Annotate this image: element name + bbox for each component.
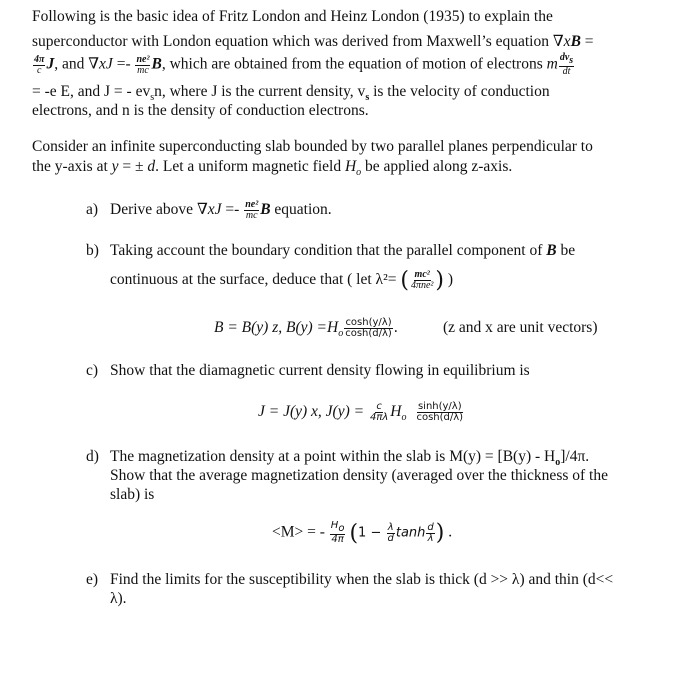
- item-e-line-1: Find the limits for the susceptibility when the slab is thick (d >> λ) and thin (d<<: [110, 571, 614, 588]
- fraction-ne2-over-mc: $\frac{\text{ne²}}{mc}$: [245, 199, 259, 221]
- intro-line-2: superconductor with London equation which was derived from Maxwell’s equation ∇xB =: [32, 33, 594, 50]
- fraction-4pi-over-c: $\frac{4\pi}{c}$: [34, 53, 45, 76]
- item-b-equation: B = B(y) z, $B(y) =H_o$ $\frac{\cosh(y/\lambda)}{\cosh(d/\lambda)}$ .: [214, 317, 398, 340]
- item-b-label: b): [86, 242, 99, 259]
- item-a-label: a): [86, 201, 99, 218]
- item-c-equation: J = J(y) x, J(y) = $\frac{c}{4\pi\lambda}$ $H_o$ $\frac{\sinh(y/\lambda)}{\cosh(d/\lambda)}$: [258, 401, 464, 424]
- item-b-line-2: continuous at the surface, deduce that ( let λ²= ( $\frac{\text{mc²}}{\text{4πne²}}$ ) ): [110, 268, 454, 293]
- fraction-Ho-over-4pi: $\frac{H_o}{4\pi}$: [330, 520, 345, 545]
- fraction-ne2-over-mc: $\frac{\text{ne²}}{mc}$: [136, 53, 150, 76]
- item-d-equation: <M> = - $\frac{H_o}{4\pi}$ (1 − $\frac{\lambda}{d}$ tanh $\frac{d}{\lambda}$ ) .: [272, 520, 453, 546]
- item-d-line-3: slab) is: [110, 486, 155, 503]
- consider-line-1: Consider an infinite superconducting slab bounded by two parallel planes perpendicular to: [32, 138, 593, 155]
- fraction-cosh-ratio: $\frac{\cosh(y/\lambda)}{\cosh(d/\lambda)}$: [345, 317, 392, 339]
- consider-line-2: the y-axis at y = ± d. Let a uniform magnetic field $H_o$ be applied along z-axis.: [32, 158, 513, 179]
- item-d-line-1: The magnetization density at a point within the slab is $M(y) = [B(y) - H_o]/4\pi$.: [110, 448, 590, 469]
- intro-line-1: Following is the basic idea of Fritz London and Heinz London (1935) to explain the: [32, 8, 553, 25]
- fraction-lambda-over-d: $\frac{\lambda}{d}$: [387, 521, 394, 544]
- fraction-sinh-over-cosh: $\frac{\sinh(y/\lambda)}{\cosh(d/\lambda)}$: [416, 401, 464, 423]
- intro-line-3: $\frac{4\pi}{c}$ J, and ∇xJ =- $\frac{\text{ne²}}{mc}$ B, which are obtained from the equation of motion of electrons m $\frac{dv_s}{dt}$: [34, 52, 574, 77]
- item-a-text: Derive above ∇xJ =- $\frac{\text{ne²}}{mc}$ B equation.: [110, 199, 332, 221]
- item-d-line-2: Show that the average magnetization density (averaged over the thickness of the: [110, 467, 608, 484]
- item-c-line-1: Show that the diamagnetic current density flowing in equilibrium is: [110, 362, 530, 379]
- intro-line-5: electrons, and n is the density of conduction electrons.: [32, 102, 369, 119]
- fraction-dv-over-dt: $\frac{dv_s}{dt}$: [559, 52, 574, 77]
- item-c-label: c): [86, 362, 99, 379]
- item-d-label: d): [86, 448, 99, 465]
- fraction-d-over-lambda: $\frac{d}{\lambda}$: [427, 521, 434, 544]
- fraction-mc2-over-4pine2: $\frac{\text{mc²}}{\text{4πne²}}$: [410, 269, 434, 291]
- item-b-line-1: Taking account the boundary condition that the parallel component of B be: [110, 242, 576, 259]
- fraction-c-over-4pilambda: $\frac{c}{4\pi\lambda}$: [369, 401, 389, 423]
- item-e-label: e): [86, 571, 99, 588]
- item-b-unit-note: (z and x are unit vectors): [443, 319, 598, 336]
- item-e-line-2: λ).: [110, 590, 127, 607]
- intro-line-4: = -e E, and J = - $ev_sn$, where J is the current density, $v_s$ is the velocity of conduction: [32, 83, 550, 104]
